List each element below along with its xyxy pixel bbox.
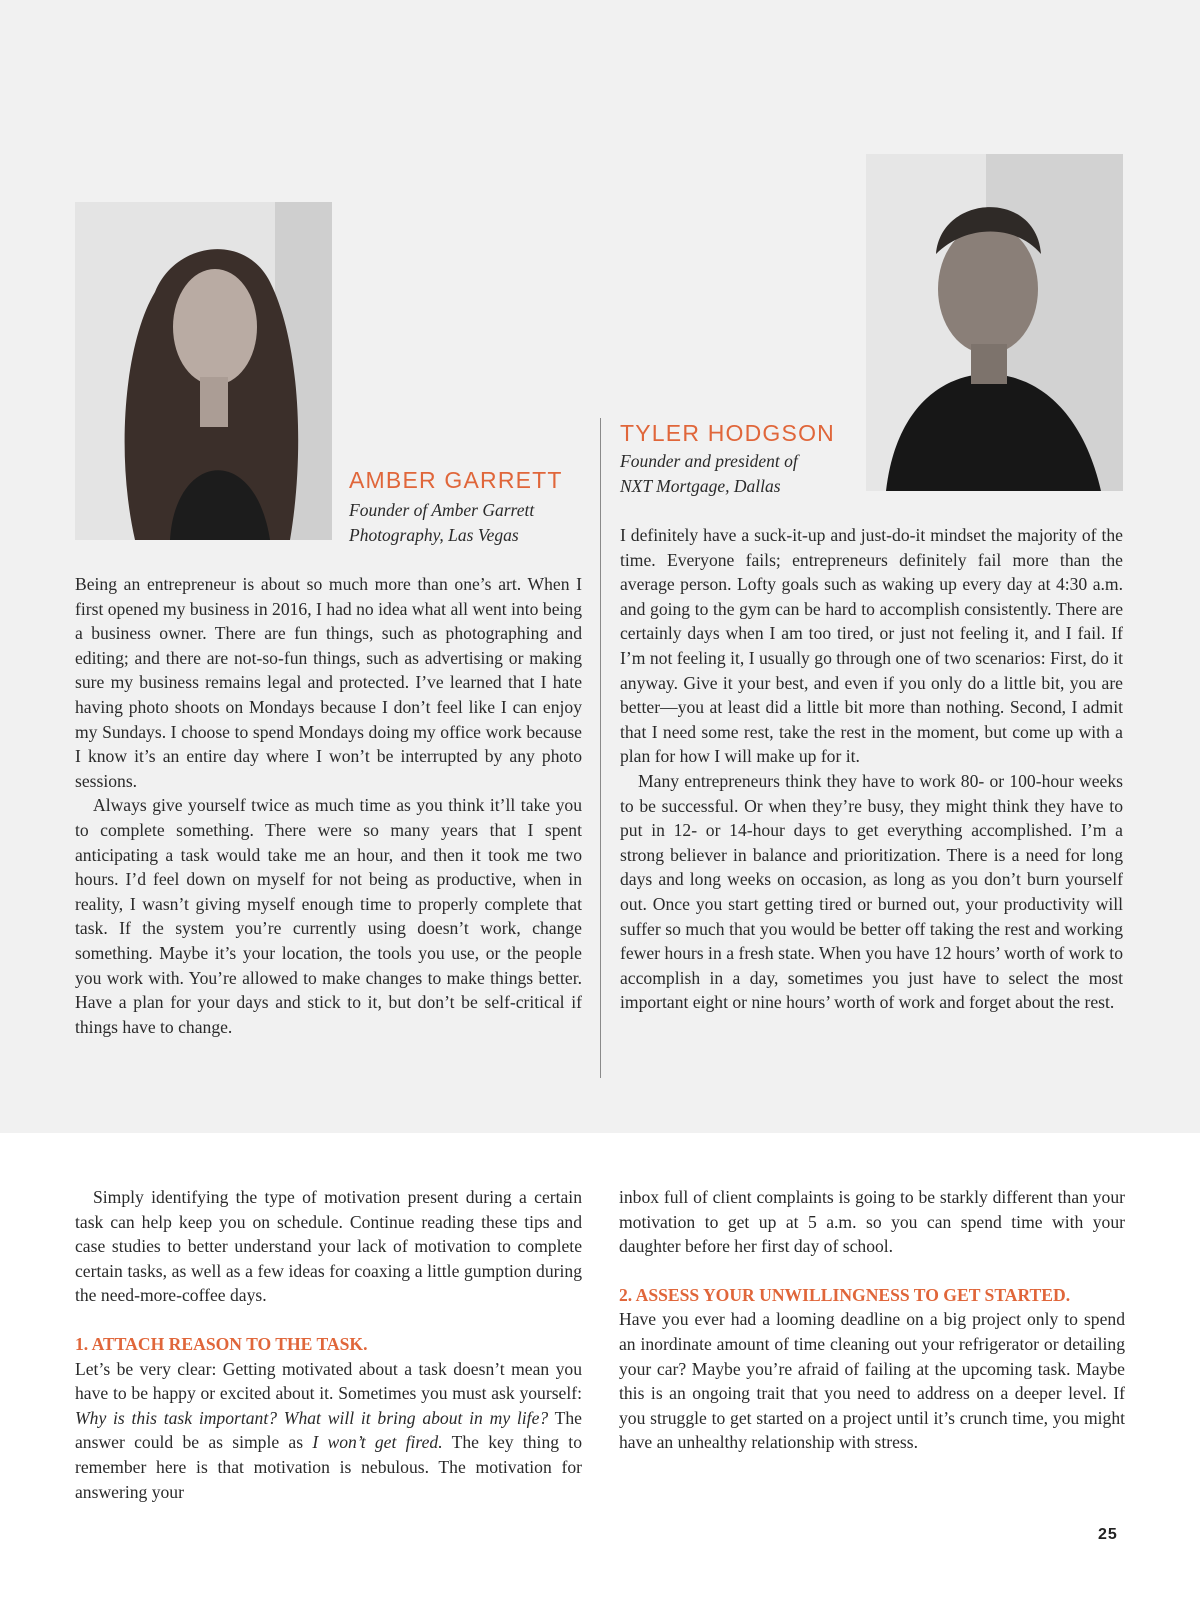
amber-paragraph-2: Always give yourself twice as much time as you think it’ll take you to complete something. There were so many years that I spent anticipating a task would take me an hour, and then it took me two hours. I’d feel down on myself for not being as productive, when in reality, I wasn’t giving myself enough time to properly complete that task. If the system you’re currently using doesn’t work, change something. Maybe it’s your location, the tools you use, or the people you work with. You’re allowed to make changes to make things better. Have a plan for your days and stick to it, but don’t be self-critical if things have to change. <box>75 795 582 1037</box>
section-1-heading: 1. ATTACH REASON TO THE TASK. <box>75 1333 368 1354</box>
tyler-role-line1: Founder and president of <box>620 451 798 471</box>
page-number: 25 <box>1098 1526 1118 1543</box>
amber-role-line1: Founder of Amber Garrett <box>349 500 535 520</box>
article-intro: Simply identifying the type of motivation present during a certain task can help keep you on schedule. Continue reading these tips and case studies to better understand your lack of motivation to complete certain tasks, as well as a few ideas for coaxing a little gumption during the need-more-coffee days. <box>75 1187 582 1306</box>
tyler-paragraph-1: I definitely have a suck-it-up and just-do-it mindset the majority of the time. Everyone fails; entrepreneurs definitely fail more than the average person. Lofty goals such as waking up every day at 4:30 a.m. and going to the gym can be hard to accomplish consistently. There are certainly days when I am too tired, or just not feeling it, and I fail. If I’m not feeling it, I usually go through one of two scenarios: First, do it anyway. Give it your best, and even if you only do a little bit, you are better—you at least did a little bit more than nothing. Second, I admit that I need some rest, take the rest in the moment, but come up with a plan for how I will make up for it. <box>620 525 1123 767</box>
amber-garrett-role <box>349 498 589 548</box>
amber-garrett-quote <box>75 572 582 1039</box>
article-right-column <box>619 1185 1125 1455</box>
tyler-hodgson-name: TYLER HODGSON <box>620 420 835 446</box>
section-1-continued: inbox full of client complaints is going to be starkly different than your motivation to get up at 5 a.m. so you can spend time with your daughter before her first day of school. <box>619 1187 1125 1257</box>
tyler-hodgson-quote <box>620 523 1123 1015</box>
section-1-body: Let’s be very clear: Getting motivated about a task doesn’t mean you have to be happy or excited about it. Sometimes you must ask yourself: Why is this task important? What will it bring about in my life? The answer could be as simple as I won’t get fired. The key thing to remember here is that motivation is nebulous. The motivation for answering your <box>75 1358 582 1502</box>
amber-garrett-photo <box>75 202 332 540</box>
amber-paragraph-1: Being an entrepreneur is about so much more than one’s art. When I first opened my business in 2016, I had no idea what all went into being a business owner. There are fun things, such as photographing and editing; and there are not-so-fun things, such as advertising or making sure my business remains legal and protected. I’ve learned that I hate having photo shoots on Mondays because I don’t feel like I can enjoy my Sundays. I choose to spend Mondays doing my office work because I know it’s an entire day where I won’t be interrupted by any photo sessions. <box>75 574 582 791</box>
tyler-paragraph-2: Many entrepreneurs think they have to work 80- or 100-hour weeks to be successful. Or when they’re busy, they might think they have to put in 12- or 14-hour days to get everything accomplished. I’m a strong believer in balance and prioritization. There is a need for long days and long weeks on occasion, as long as you don’t burn yourself out. Once you start getting tired or burned out, your productivity will suffer so much that you would be better off taking the rest and working fewer hours in a fresh state. When you have 12 hours’ worth of work to accomplish in a day, sometimes you just have to select the most important eight or nine hours’ worth of work and forget about the rest. <box>620 770 1123 1013</box>
amber-role-line2: Photography, Las Vegas <box>349 525 519 545</box>
tyler-hodgson-photo <box>866 154 1123 491</box>
article-left-column <box>75 1185 582 1504</box>
tyler-hodgson-role <box>620 449 860 499</box>
column-divider <box>600 418 601 1078</box>
amber-garrett-name: AMBER GARRETT <box>349 467 563 493</box>
section-2-body: Have you ever had a looming deadline on a big project only to spend an inordinate amount of time cleaning out your refrigerator or detailing your car? Maybe you’re afraid of failing at the upcoming task. Maybe this is an ongoing trait that you need to address on a deeper level. If you struggle to get started on a project until it’s crunch time, you might have an unhealthy relationship with stress. <box>619 1309 1125 1453</box>
tyler-role-line2: NXT Mortgage, Dallas <box>620 476 781 496</box>
section-2-heading: 2. ASSESS YOUR UNWILLINGNESS TO GET STARTED. <box>619 1284 1071 1305</box>
